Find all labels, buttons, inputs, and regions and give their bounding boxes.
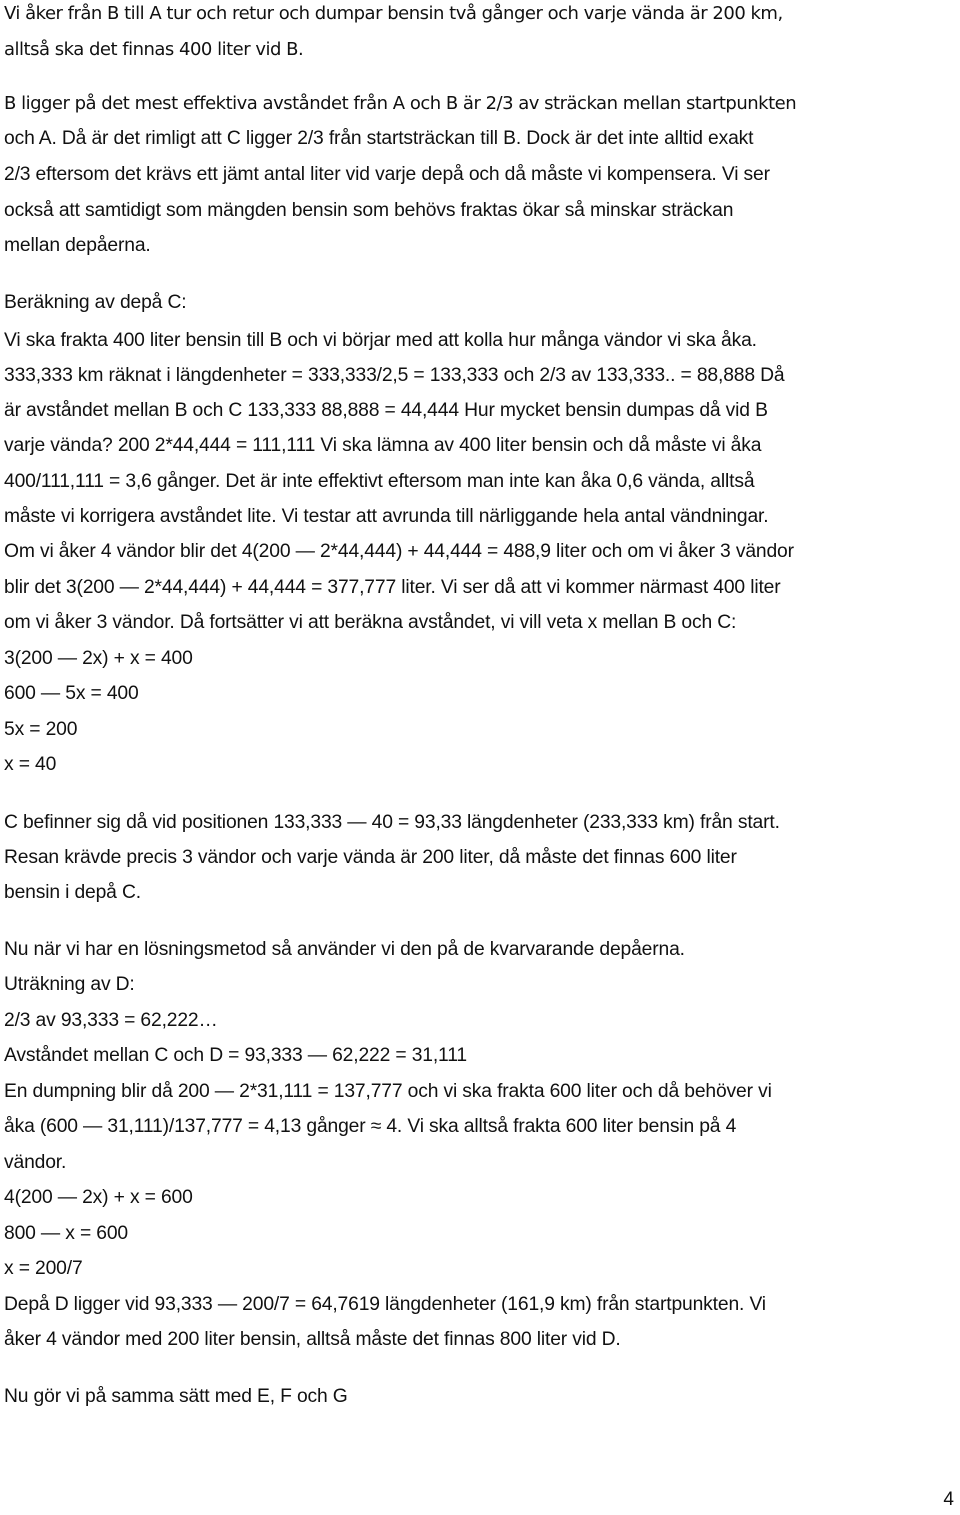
text-line-7: mellan depåerna.: [4, 235, 151, 256]
text-line-14: måste vi korrigera avståndet lite. Vi testar att avrunda till närliggande hela antal vändningar.: [4, 506, 769, 527]
equation-line-1: 3(200 — 2x) + x = 400: [4, 648, 193, 669]
text-line-37: Nu gör vi på samma sätt med E, F och G: [4, 1386, 348, 1407]
text-line-29: En dumpning blir då 200 — 2*31,111 = 137,777 och vi ska frakta 600 liter och då behöver vi: [4, 1081, 772, 1102]
section-heading-depa-d: Uträkning av D:: [4, 974, 135, 995]
text-line-6: också att samtidigt som mängden bensin som behövs fraktas ökar så minskar sträckan: [4, 200, 734, 221]
text-line-16: blir det 3(200 — 2*44,444) + 44,444 = 377,777 liter. Vi ser då att vi kommer närmast 400 liter: [4, 577, 781, 598]
text-line-2: alltså ska det finnas 400 liter vid B.: [4, 39, 304, 60]
text-line-36: åker 4 vändor med 200 liter bensin, alltså måste det finnas 800 liter vid D.: [4, 1329, 621, 1350]
text-line-35: Depå D ligger vid 93,333 — 200/7 = 64,7619 längdenheter (161,9 km) från startpunkten. Vi: [4, 1294, 766, 1315]
text-line-24: bensin i depå C.: [4, 882, 141, 903]
text-line-13: 400/111,111 = 3,6 gånger. Det är inte effektivt eftersom man inte kan åka 0,6 vända, alltså: [4, 471, 755, 492]
equation-line-7: x = 200/7: [4, 1258, 83, 1279]
text-line-1: Vi åker från B till A tur och retur och dumpar bensin två gånger och varje vända är 200 km,: [4, 3, 783, 24]
section-heading-depa-c: Beräkning av depå C:: [4, 292, 187, 313]
equation-line-3: 5x = 200: [4, 719, 78, 740]
text-line-4: och A. Då är det rimligt att C ligger 2/3 från startsträckan till B. Dock är det inte alltid exakt: [4, 128, 754, 149]
text-line-12: varje vända? 200 2*44,444 = 111,111 Vi ska lämna av 400 liter bensin och då måste vi åka: [4, 435, 762, 456]
text-line-11: är avståndet mellan B och C 133,333 88,888 = 44,444 Hur mycket bensin dumpas då vid B: [4, 400, 768, 421]
text-line-27: 2/3 av 93,333 = 62,222…: [4, 1010, 218, 1031]
text-line-23: Resan krävde precis 3 vändor och varje vända är 200 liter, då måste det finnas 600 liter: [4, 847, 737, 868]
text-line-15: Om vi åker 4 vändor blir det 4(200 — 2*44,444) + 44,444 = 488,9 liter och om vi åker 3 vändor: [4, 541, 794, 562]
equation-line-4: x = 40: [4, 754, 57, 775]
text-line-25: Nu när vi har en lösningsmetod så använder vi den på de kvarvarande depåerna.: [4, 939, 685, 960]
text-line-31: vändor.: [4, 1152, 67, 1173]
equation-line-6: 800 — x = 600: [4, 1223, 128, 1244]
text-line-17: om vi åker 3 vändor. Då fortsätter vi att beräkna avståndet, vi vill veta x mellan B och C:: [4, 612, 737, 633]
text-line-28: Avståndet mellan C och D = 93,333 — 62,222 = 31,111: [4, 1045, 467, 1066]
page-number: 4: [943, 1489, 954, 1510]
equation-line-5: 4(200 — 2x) + x = 600: [4, 1187, 193, 1208]
text-line-10: 333,333 km räknat i längdenheter = 333,333/2,5 = 133,333 och 2/3 av 133,333.. = 88,888 Då: [4, 365, 785, 386]
text-line-22: C befinner sig då vid positionen 133,333 — 40 = 93,33 längdenheter (233,333 km) från start.: [4, 812, 780, 833]
text-line-5: 2/3 eftersom det krävs ett jämt antal liter vid varje depå och då måste vi kompensera. Vi ser: [4, 164, 770, 185]
text-line-30: åka (600 — 31,111)/137,777 = 4,13 gånger ≈ 4. Vi ska alltså frakta 600 liter bensin på 4: [4, 1116, 737, 1137]
text-line-3: B ligger på det mest effektiva avståndet från A och B är 2/3 av sträckan mellan startpunkten: [4, 93, 797, 114]
text-line-9: Vi ska frakta 400 liter bensin till B och vi börjar med att kolla hur många vändor vi ska åka.: [4, 330, 757, 351]
equation-line-2: 600 — 5x = 400: [4, 683, 139, 704]
